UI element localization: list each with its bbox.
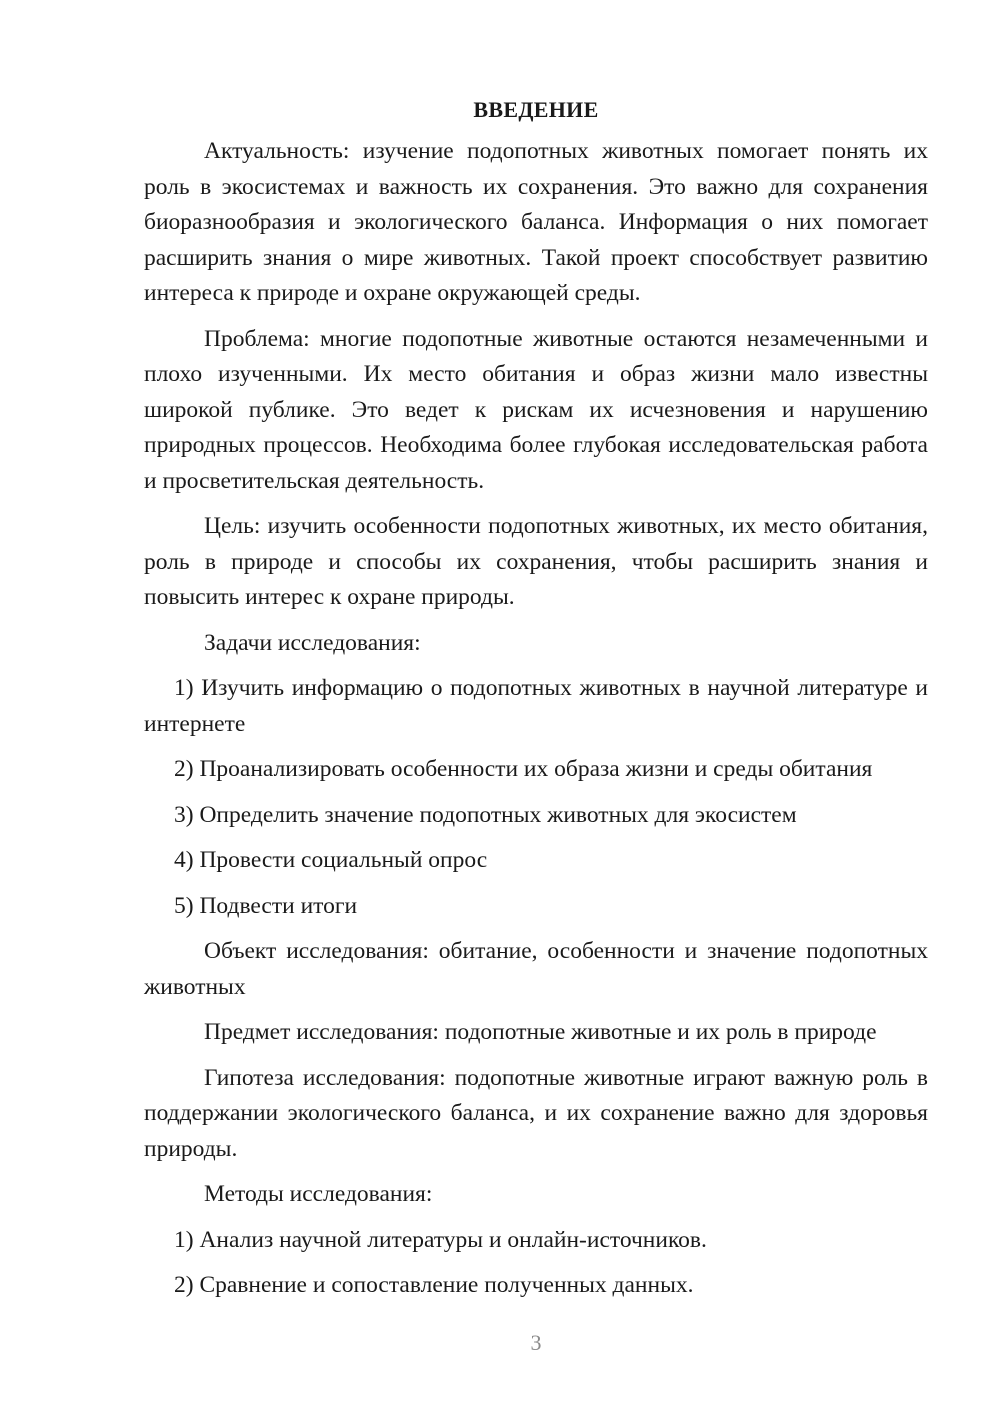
method-item: 1) Анализ научной литературы и онлайн-источников. — [174, 1226, 707, 1253]
goal-paragraph: Цель: изучить особенности подопотных животных, их место обитания, роль в природе и способы их сохранения, чтобы расширить знания и повысить интерес к охране природы. — [144, 513, 928, 610]
methods-heading: Методы исследования: — [204, 1181, 433, 1207]
problem-paragraph: Проблема: многие подопотные животные остаются незамеченными и плохо изученными. Их место обитания и образ жизни мало известны широкой публике. Это ведет к рискам их исчезновения и нарушению природных процессов. Необходима более глубокая исследовательская работа и просветительская деятельность. — [144, 325, 928, 494]
task-item: 1) Изучить информацию о подопотных животных в научной литературе и интернете — [144, 675, 928, 737]
task-item: 5) Подвести итоги — [174, 892, 358, 919]
relevance-paragraph: Актуальность: изучение подопотных животных помогает понять их роль в экосистемах и важность их сохранения. Это важно для сохранения биоразнообразия и экологического баланса. Информация о них помогает расширить знания о мире животных. Такой проект способствует развитию интереса к природе и охране окружающей среды. — [144, 138, 928, 306]
hypothesis-paragraph: Гипотеза исследования: подопотные животные играют важную роль в поддержании экологического баланса, и их сохранение важно для здоровья природы. — [144, 1064, 928, 1162]
page-number: 3 — [530, 1330, 542, 1355]
task-item: 3) Определить значение подопотных животных для экосистем — [174, 801, 797, 828]
page-title: ВВЕДЕНИЕ — [473, 97, 599, 122]
object-paragraph: Объект исследования: обитание, особенности и значение подопотных животных — [144, 938, 928, 1000]
task-item: 4) Провести социальный опрос — [174, 847, 488, 873]
method-item: 2) Сравнение и сопоставление полученных данных. — [174, 1272, 694, 1298]
task-item: 2) Проанализировать особенности их образа жизни и среды обитания — [174, 756, 873, 782]
page-content — [144, 94, 928, 1304]
subject-paragraph: Предмет исследования: подопотные животные и их роль в природе — [204, 1019, 877, 1045]
tasks-heading: Задачи исследования: — [204, 629, 421, 656]
